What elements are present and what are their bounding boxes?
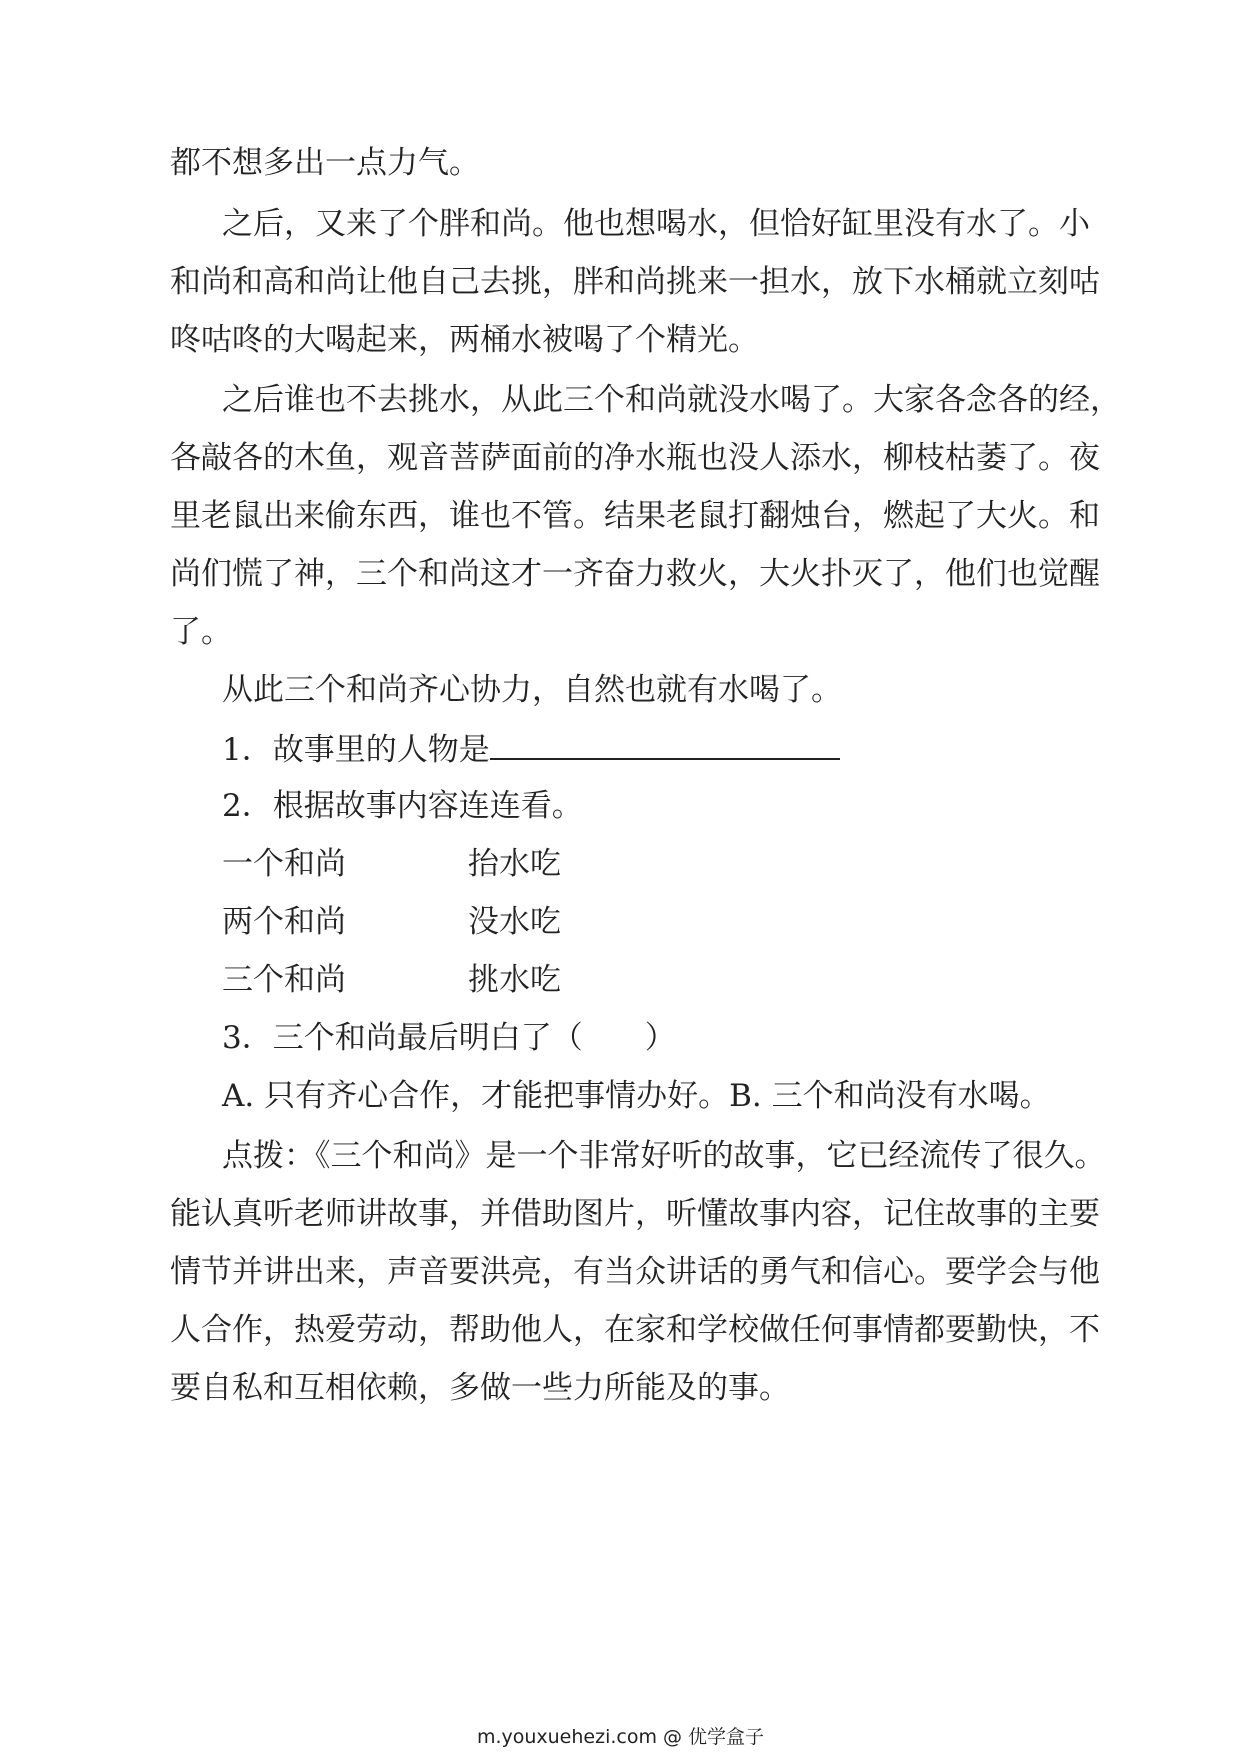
tip-line: 点拨：《三个和尚》是一个非常好听的故事，它已经流传了很久。 xyxy=(222,1138,1106,1174)
answer-blank[interactable] xyxy=(490,728,840,760)
match-left-item[interactable]: 三个和尚 xyxy=(222,962,346,998)
match-right-item[interactable]: 挑水吃 xyxy=(468,962,561,998)
footer-watermark: m.youxuehezi.com @ 优学盒子 xyxy=(476,1726,765,1748)
tip-line: 要自私和互相依赖，多做一些力所能及的事。 xyxy=(170,1370,790,1406)
question-1-label: 1．故事里的人物是 xyxy=(222,732,490,768)
tip-line: 能认真听老师讲故事，并借助图片，听懂故事内容，记住故事的主要 xyxy=(170,1196,1100,1232)
question-2: 2．根据故事内容连连看。 xyxy=(222,788,583,824)
question-3: 3．三个和尚最后明白了（ ） xyxy=(222,1020,676,1056)
tip-line: 情节并讲出来，声音要洪亮，有当众讲话的勇气和信心。要学会与他 xyxy=(170,1254,1100,1290)
match-left-item[interactable]: 两个和尚 xyxy=(222,904,346,940)
story-line: 都不想多出一点力气。 xyxy=(170,145,480,181)
match-right-item[interactable]: 抬水吃 xyxy=(468,846,561,882)
story-line: 从此三个和尚齐心协力，自然也就有水喝了。 xyxy=(222,672,842,708)
match-right-item[interactable]: 没水吃 xyxy=(468,904,561,940)
story-line: 咚咕咚的大喝起来，两桶水被喝了个精光。 xyxy=(170,322,759,358)
story-line: 尚们慌了神，三个和尚这才一齐奋力救火，大火扑灭了，他们也觉醒 xyxy=(170,556,1100,592)
story-line: 和尚和高和尚让他自己去挑，胖和尚挑来一担水，放下水桶就立刻咕 xyxy=(170,264,1100,300)
question-1 xyxy=(222,728,840,770)
match-left-item[interactable]: 一个和尚 xyxy=(222,846,346,882)
story-line: 了。 xyxy=(170,614,232,650)
story-line: 之后谁也不去挑水，从此三个和尚就没水喝了。大家各念各的经， xyxy=(222,382,1121,418)
story-line: 里老鼠出来偷东西，谁也不管。结果老鼠打翻烛台，燃起了大火。和 xyxy=(170,498,1100,534)
tip-line: 人合作，热爱劳动，帮助他人，在家和学校做任何事情都要勤快，不 xyxy=(170,1312,1100,1348)
story-line: 各敲各的木鱼，观音菩萨面前的净水瓶也没人添水，柳枝枯萎了。夜 xyxy=(170,440,1100,476)
story-line: 之后，又来了个胖和尚。他也想喝水，但恰好缸里没有水了。小 xyxy=(222,206,1090,242)
question-3-options[interactable]: A. 只有齐心合作，才能把事情办好。B. 三个和尚没有水喝。 xyxy=(222,1078,1051,1114)
